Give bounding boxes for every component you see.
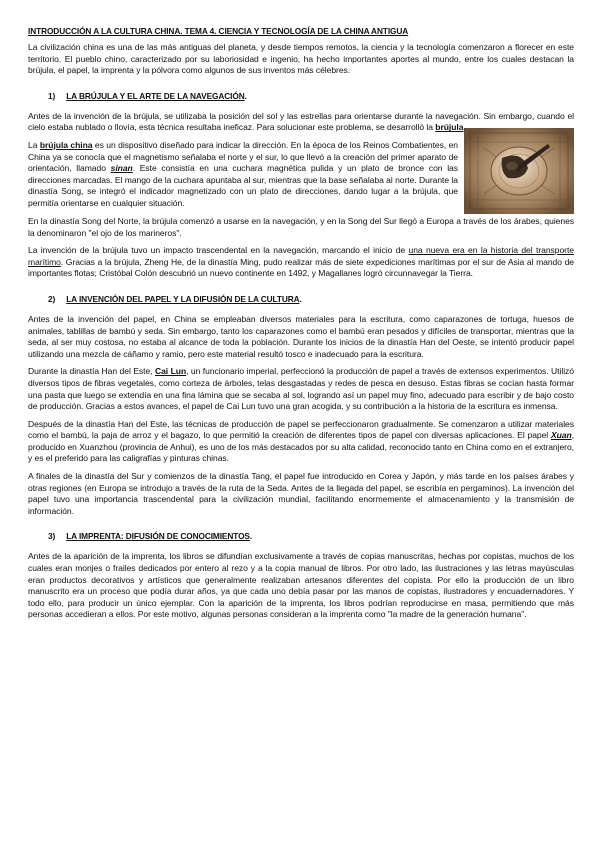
s1-p1-text: Antes de la invención de la brújula, se utilizaba la posición del sol y las estrellas para orientarse durante la navegación. Sin embargo, cuando el cielo estaba nublado o llovía, esta técnica resultaba ineficaz. Para solucionar este problema, se desarrolló la [28, 110, 574, 133]
s1-p2-bold: brújula china [39, 139, 93, 150]
compass-image [464, 128, 574, 214]
s2-paragraph-4: A finales de la dinastía del Sur y comienzos de la dinastía Tang, el papel fue introducido en Corea y Japón, y más tarde en los países árabes y otras regiones (en Europa se introdujo a través de la ruta de la Seda. Antes de la llegada del papel, se escribía en pergaminos). La invención del papel tuvo una importancia trascendental para la civilización mundial, facilitando enormemente el almacenamiento y la transmisión de información. [28, 471, 574, 516]
s2-p3-text-b: , producido en Xuanzhou (provincia de Anhui), es uno de los más destacados por su alta calidad, reconocido tanto en China como en el extranjero, y es el preferido para las caligrafías y pinturas chinas. [28, 430, 574, 464]
s1-paragraph-1: Antes de la invención de la brújula, se utilizaba la posición del sol y las estrellas para orientarse durante la navegación. Sin embargo, cuando el cielo estaba nublado o llovía, esta técnica resultaba ineficaz. Para solucionar este problema, se desarrolló la brújula. [28, 110, 574, 133]
section-3-heading: 3) LA IMPRENTA: DIFUSIÓN DE CONOCIMIENTOS. [48, 531, 253, 542]
s3-paragraph-1: Antes de la aparición de la imprenta, los libros se difundían exclusivamente a través de copias manuscritas, hechas por copistas, muchos de los cuales eran monjes o frailes dedicados por entero al rezo y a la copia manual de libros. Por otro lado, las ilustraciones y las letras mayúsculas eran productos decorativos y artísticos que generalmente realizaban artesanos diferentes del copista. Por ello la producción de un libro manuscrito era un proceso que podía durar años, ya que cada uno debía pasar por las manos de copistas, ilustradores y encuadernadores. Y todo ello, para producir un único ejemplar. Con la aparición de la imprenta, los libros podrían reproducirse en masa, permitiendo que más personas accedieran a ellos. Por este motivo, algunas personas consideran a la imprenta como "la madre de la generación humana". [28, 551, 574, 620]
section-1-heading: 1) LA BRÚJULA Y EL ARTE DE LA NAVEGACIÓN. [48, 90, 247, 101]
section-2-number: 2) [48, 293, 56, 304]
section-1-title: LA BRÚJULA Y EL ARTE DE LA NAVEGACIÓN [66, 90, 245, 101]
s1-paragraph-4 [28, 245, 574, 280]
section-2-title: LA INVENCIÓN DEL PAPEL Y LA DIFUSIÓN DE LA CULTURA [66, 293, 300, 304]
section-2-heading: 2) LA INVENCIÓN DEL PAPEL Y LA DIFUSIÓN DE LA CULTURA. [48, 293, 302, 304]
section-3-title: LA IMPRENTA: DIFUSIÓN DE CONOCIMIENTOS [66, 531, 250, 542]
s2-p2-text-b: , un funcionario imperial, perfeccionó la producción de papel a través de extensos experimentos. Utilizó diversos tipos de fibras vegetales, como corteza de árboles, telas desgastadas y redes de pesca en desuso. Estas fibras se cocían hasta formar una pasta que luego se extendía en una fina lámina que se secaba al sol, logrando así un papel muy fino, adecuado para escribir y de bajo costo de producción. Gracias a estos avances, el papel de Cai Lun tuvo una gran acogida, y su contribución a la historia de la escritura es inmensa. [28, 366, 574, 412]
s2-paragraph-1: Antes de la invención del papel, en China se empleaban diversos materiales para la escritura, como caparazones de tortuga, huesos de animales, tablillas de bambú y seda. Sin embargo, tanto los caparazones como el bambú eran pesados y difíciles de transportar, mientras que la seda, al ser muy costosa, no estaba al alcance de toda la población. Durante los inicios de la dinastía Han del Oeste, se intentó producir papel utilizando una mezcla de cáñamo y ramio, pero este material resultó tosco e inadecuado para la escritura. [28, 313, 574, 359]
s2-paragraph-2 [28, 366, 574, 412]
s2-p3-term: Xuan [550, 430, 572, 441]
document-title: INTRODUCCIÓN A LA CULTURA CHINA. TEMA 4. CIENCIA Y TECNOLOGÍA DE LA CHINA ANTIGUA [28, 26, 409, 36]
s1-p2-term: sinan [110, 163, 133, 174]
s2-paragraph-3 [28, 419, 574, 465]
s1-p2-text-a: es un dispositivo diseñado para indicar la dirección. En la época de los Reinos Combatientes, en China ya se conocía que el magnetismo señalaba el norte y el sur, lo que llevó a la creación del primer aparato de orientación, llamado [28, 139, 459, 174]
section-3-number: 3) [48, 531, 56, 542]
s1-p4-text-a: La invención de la brújula tuvo un impacto trascendental en la navegación, marcando el inicio de [28, 245, 409, 256]
s1-p2-text-b: . Este consistía en una cuchara magnética pulida y un plato de bronce con las direcciones marcadas. El mango de la cuchara apuntaba al sur, mientras que la base señalaba al norte. Durante la dinastía Song, se integró el indicador magnetizado con un plato de direcciones, dando lugar a la brújula, que permitía orientarse en cualquier situación. [28, 163, 458, 208]
section-1-number: 1) [48, 90, 56, 101]
s1-p2-prefix: La [28, 139, 40, 150]
s1-p1-bold: brújula [435, 122, 464, 133]
intro-paragraph: La civilización china es una de las más antiguas del planeta, y desde tiempos remotos, la ciencia y la tecnología comenzaron a florecer en este territorio. El pueblo chino, caracterizado por su laboriosidad e ingenio, ha hecho importantes aportes al mundo, entre los cuales destacan la brújula, el papel, la imprenta y la pólvora como algunos de sus inventos más célebres. [28, 42, 574, 76]
s1-p4-underline: una nueva era en la historia del transporte marítimo [28, 245, 574, 267]
s2-p2-text-a: Durante la dinastía Han del Este, [28, 366, 155, 377]
s2-p3-text-a: Después de la dinastía Han del Este, las técnicas de producción de papel se perfeccionaron gradualmente. Se comenzaron a utilizar materiales como el bambú, la paja de arroz y el bagazo, lo que permitió la creación de diferentes tipos de papel con diversas aplicaciones. El papel [28, 418, 574, 441]
s1-p4-text-b: . Gracias a la brújula, Zheng He, de la dinastía Ming, pudo realizar más de siete expediciones marítimas por el sur de Asia al mando de importantes flotas; Cristóbal Colón descubrió un nuevo continente en 1492, y Magallanes logró circunnavegar la Tierra. [28, 256, 574, 279]
document-page [28, 26, 574, 627]
s1-paragraph-3: En la dinastía Song del Norte, la brújula comenzó a usarse en la navegación, y en la Song del Sur llegó a Europa a través de los árabes, quienes la denominaron "el ojo de los marineros". [28, 215, 574, 238]
s2-p2-bold: Cai Lun [154, 366, 187, 377]
